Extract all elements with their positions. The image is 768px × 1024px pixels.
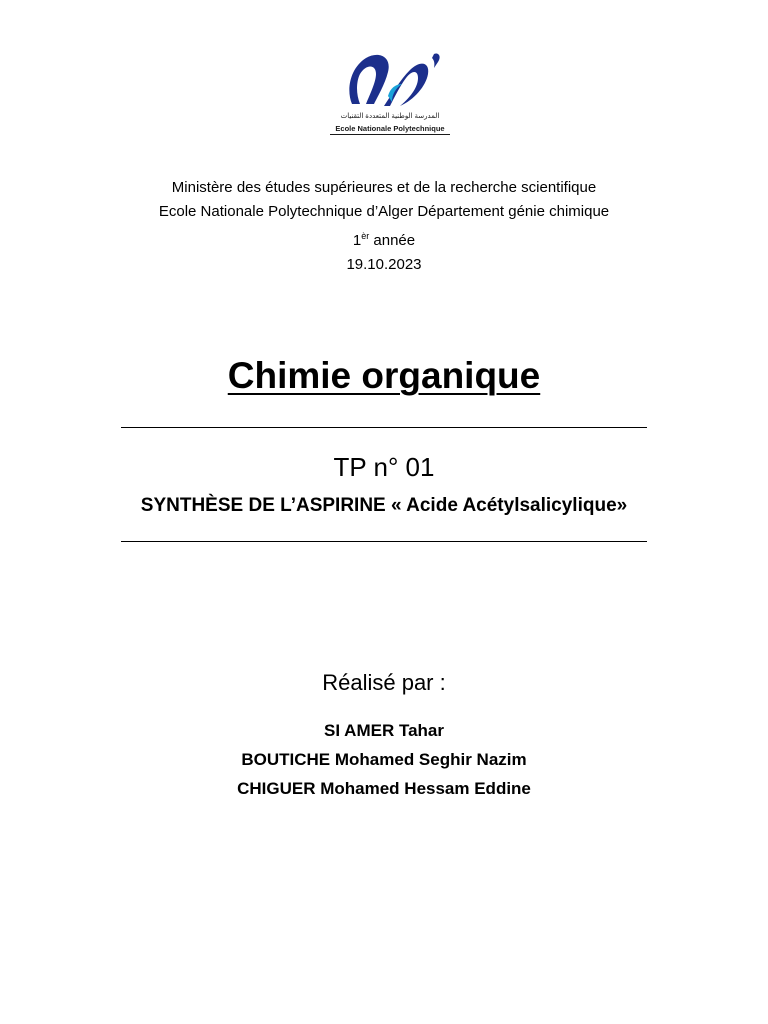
logo-emblem-icon: [330, 46, 450, 112]
year-line: [0, 224, 768, 253]
header-block: [0, 176, 768, 277]
ministry-line: Ministère des études supérieures et de la recherche scientifique: [171, 179, 597, 196]
year-number: 1: [352, 232, 362, 249]
logo-school-name: Ecole Nationale Polytechnique: [330, 124, 450, 135]
tp-subtitle: SYNTHÈSE DE L’ASPIRINE « Acide Acétylsalicylique»: [140, 495, 628, 516]
school-logo: [330, 46, 450, 142]
authors-list: [0, 716, 768, 803]
page-title: [0, 352, 768, 400]
date-line: 19.10.2023: [346, 256, 422, 273]
school-department-line: Ecole Nationale Polytechnique d’Alger Département génie chimique: [158, 203, 610, 220]
year-word: année: [369, 232, 416, 249]
author-name: BOUTICHE Mohamed Seghir Nazim: [241, 750, 527, 769]
logo-left-swoosh: [349, 55, 388, 104]
top-divider: [121, 427, 647, 428]
authors-label: Réalisé par :: [322, 670, 446, 695]
year-superscript: èr: [361, 231, 370, 241]
tp-number: TP n° 01: [333, 452, 435, 482]
logo-arabic-text: المدرسة الوطنية المتعددة التقنيات: [340, 113, 440, 120]
bottom-divider: [121, 541, 647, 542]
logo-apostrophe: [432, 53, 440, 68]
page-title-text: Chimie organique: [227, 355, 541, 396]
author-name: CHIGUER Mohamed Hessam Eddine: [237, 779, 531, 798]
author-name: SI AMER Tahar: [324, 721, 444, 740]
